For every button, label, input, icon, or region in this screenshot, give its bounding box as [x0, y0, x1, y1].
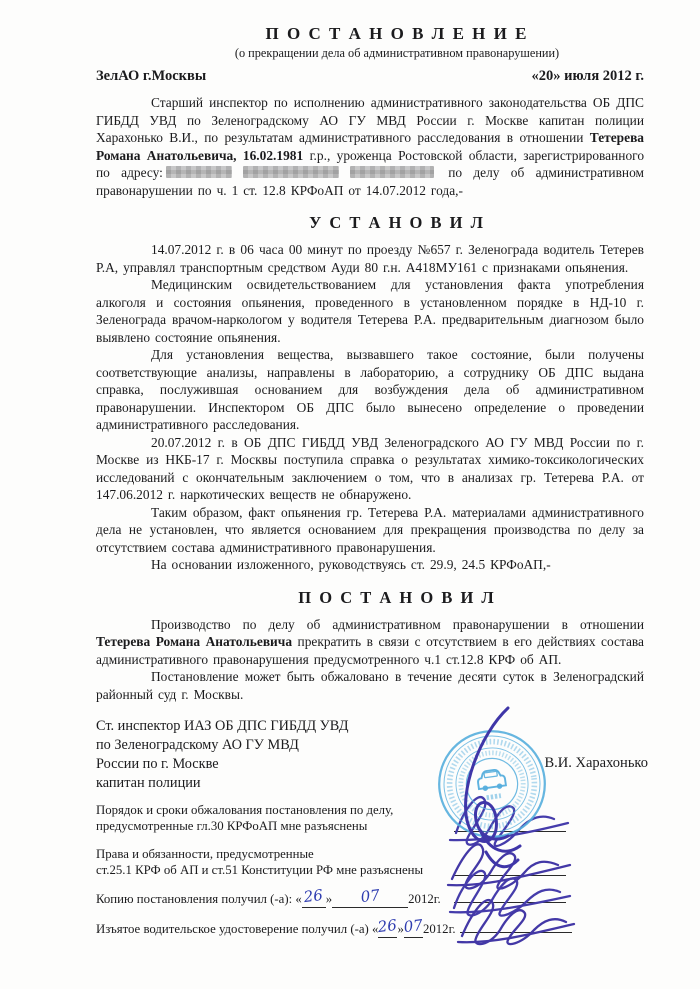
copy-received-row: Копию постановления получил (-а): « 26 » 07 2012г.	[96, 889, 644, 908]
redacted-address-block	[350, 166, 434, 178]
month-blank	[332, 885, 408, 908]
officer-position-line: Ст. инспектор ИАЗ ОБ ДПС ГИБДД УВД	[96, 718, 349, 734]
month-blank	[402, 915, 424, 938]
document-subtitle: (о прекращении дела об административном правонарушении)	[234, 46, 560, 60]
paragraph: 14.07.2012 г. в 06 часа 00 минут по проезду №657 г. Зеленограда водитель Тетерев Р.А, управлял транспортным средством Ауди 80 г.н. А418МУ161 с признаками опьянения.	[96, 242, 644, 275]
issue-place: ЗелАО г.Москвы	[96, 68, 207, 84]
paragraph: На основании изложенного, руководствуясь ст. 29.9, 24.5 КРФоАП,-	[151, 557, 551, 572]
document-title: П О С Т А Н О В Л Е Н И Е	[265, 24, 529, 43]
ustanovil-section	[96, 241, 644, 574]
ack-text: Права и обязанности, предусмотренные ст.25.1 КРФ об АП и ст.51 Конституции РФ мне разъяснены	[96, 847, 424, 877]
redacted-address-block	[243, 166, 339, 178]
paragraph: Медицинским освидетельствованием для установления факта употребления алкоголя и состояния опьянения, проведенного в установленном порядке в НД-10 г. Зеленограда врачом-наркологом у водителя Тетерева Р.А. предварительным диагнозом было выявлено состояние опьянения.	[96, 277, 644, 345]
ustanovil-heading: У С Т А Н О В И Л	[309, 213, 485, 232]
officer-name: В.И. Харахонько	[544, 755, 648, 771]
day-blank	[302, 885, 326, 908]
handwritten-month: 07	[359, 885, 381, 907]
paragraph: Производство по делу об административном правонарушении в отношении Тетерева Романа Анатольевича прекратить в связи с отсутствием в его действиях состава административного правонарушения предусмотренного ч.1 ст.12.8 КРФ об АП.	[96, 616, 645, 667]
officer-position-line: капитан полиции	[96, 775, 201, 791]
person-name-bold: Тетерева Романа Анатольевича	[96, 634, 293, 649]
intro-paragraph: Старший инспектор по исполнению административного законодательства ОБ ДПС ГИБДД УВД по Зеленоградскому АО ГУ МВД России г. Москве капитан полиции Харахонько В.И., по результатам административного расследования в отношении Тетерева Романа Анатольевича, 16.02.1981 г.р., уроженца Ростовской области, зарегистрированного по адресу: по делу об административном правонарушении по ч. 1 ст. 12.8 КРФоАП от 14.07.2012 года,-	[96, 95, 645, 198]
license-returned-row: Изъятое водительское удостоверение получил (-а) « 26 » 07 2012г.	[96, 919, 644, 938]
handwritten-day: 26	[377, 915, 399, 937]
postanovil-section	[96, 616, 644, 704]
officer-position-line: России по г. Москве	[96, 756, 219, 772]
paragraph: Для установления вещества, вызвавшего такое состояние, были получены соответствующие анализы, направлены в лабораторию, а сотруднику ОБ ДПС выдана справка, послужившая основанием для возбуждения дела об административном правонарушении. Инспектором ОБ ДПС было вынесено определение о проведении административного расследования.	[96, 347, 644, 432]
paragraph: Таким образом, факт опьянения гр. Тетерева Р.А. материалами административного дела не установлен, что является основанием для прекращения производства по делу за отсутствием состава административного правонарушения.	[96, 504, 644, 555]
officer-position-line: по Зеленоградскому АО ГУ МВД	[96, 737, 299, 753]
paragraph: 20.07.2012 г. в ОБ ДПС ГИБДД УВД Зеленоградского АО ГУ МВД России по г. Москве из НКБ-17 г. Москвы поступила справка о результатах химико-токсикологических исследований с окончательным заключением о том, что в анализах гр. Тетерева Р.А. от 147.06.2012 г. наркотических веществ не обнаружено.	[96, 434, 644, 502]
officer-signoff	[96, 717, 648, 793]
ack-text: Порядок и сроки обжалования постановления по делу, предусмотренные гл.30 КРФоАП мне разъяснены	[96, 803, 394, 833]
postanovil-heading: П О С Т А Н О В И Л	[298, 587, 496, 607]
paragraph: Постановление может быть обжаловано в течение десяти суток в Зеленоградский районный суд г. Москвы.	[96, 669, 644, 702]
intro-section	[96, 94, 644, 199]
signature-line	[460, 931, 572, 933]
handwritten-day: 26	[302, 885, 325, 907]
day-blank	[377, 915, 399, 938]
signature-scrawl	[448, 884, 584, 944]
redacted-address-block	[166, 166, 232, 178]
place-date-row	[96, 68, 644, 85]
issue-date: «20» июля 2012 г.	[531, 68, 644, 84]
handwritten-month: 07	[402, 915, 424, 937]
person-name-bold: Тетерева Романа Анатольевича, 16.02.1981	[96, 130, 644, 163]
